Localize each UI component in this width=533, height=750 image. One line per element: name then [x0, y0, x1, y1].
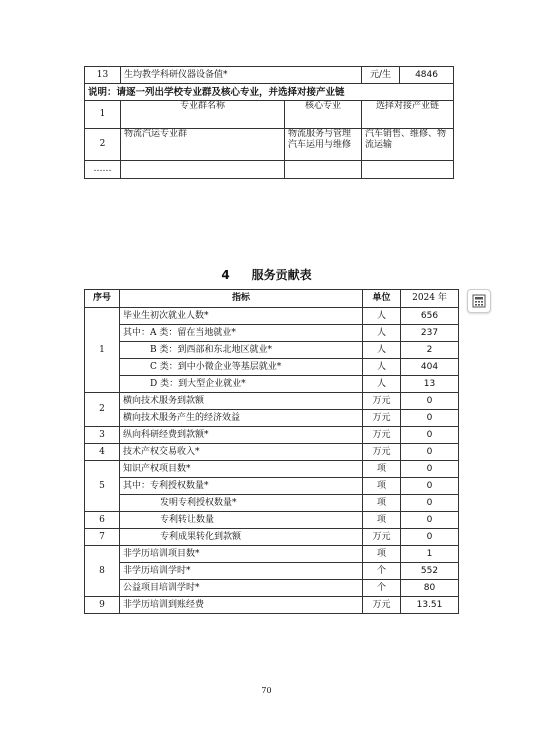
- table-header-row: [85, 101, 454, 129]
- core-specialty-cell: 物流服务与管理汽车运用与维修: [285, 129, 362, 161]
- note-row: 说明：请逐一列出学校专业群及核心专业，并选择对接产业链: [85, 84, 454, 101]
- indicator-label: 非学历培训到账经费: [120, 597, 363, 614]
- indicator-label: 知识产权项目数*: [120, 461, 363, 478]
- table-row: [85, 427, 459, 444]
- table-row: [85, 546, 459, 563]
- table-row: [85, 410, 459, 427]
- unit-cell: 个: [363, 563, 401, 580]
- indicator-label: 其中：A 类：留在当地就业*: [120, 325, 363, 342]
- indicator-label: 横向技术服务产生的经济效益: [120, 410, 363, 427]
- table-row: [85, 597, 459, 614]
- table-row: [85, 376, 459, 393]
- indicator-label: 公益项目培训学时*: [120, 580, 363, 597]
- indicator-label: 专利成果转化到款额: [120, 529, 363, 546]
- unit-cell: 人: [363, 376, 401, 393]
- value-cell: 13.51: [401, 597, 459, 614]
- value-cell: 0: [401, 461, 459, 478]
- section-number: 4: [221, 268, 230, 282]
- indicator-label: 横向技术服务到款额: [120, 393, 363, 410]
- indicator-label: 非学历培训项目数*: [120, 546, 363, 563]
- unit-cell: 万元: [363, 427, 401, 444]
- value-cell: 2: [401, 342, 459, 359]
- row-number: 6: [85, 512, 120, 529]
- row-number: 8: [85, 546, 120, 597]
- column-header-indicator: 指标: [120, 290, 363, 308]
- row-number: 1: [85, 101, 121, 129]
- service-contribution-table: [84, 289, 459, 614]
- unit-cell: 人: [363, 342, 401, 359]
- table-row: [85, 495, 459, 512]
- table-row: [85, 84, 454, 101]
- column-header-year: 2024 年: [401, 290, 459, 308]
- value-cell: 656: [401, 308, 459, 325]
- value-cell: 237: [401, 325, 459, 342]
- row-number: 7: [85, 529, 120, 546]
- ellipsis-cell: ……: [85, 161, 121, 179]
- unit-cell: 万元: [363, 393, 401, 410]
- value-cell: 0: [401, 410, 459, 427]
- row-number: 3: [85, 427, 120, 444]
- unit-cell: 个: [363, 580, 401, 597]
- indicator-label: B 类：到西部和东北地区就业*: [120, 342, 363, 359]
- indicator-label: 毕业生初次就业人数*: [120, 308, 363, 325]
- indicator-label: 技术产权交易收入*: [120, 444, 363, 461]
- calculator-icon[interactable]: [467, 289, 491, 313]
- unit-cell: 人: [363, 359, 401, 376]
- column-header-no: 序号: [85, 290, 120, 308]
- value-cell: 0: [401, 495, 459, 512]
- table-row: [85, 67, 454, 84]
- value-cell: 404: [401, 359, 459, 376]
- unit-cell: 元/生: [362, 67, 400, 84]
- value-cell: 552: [401, 563, 459, 580]
- table-row: [85, 478, 459, 495]
- indicator-label: 生均教学科研仪器设备值*: [121, 67, 362, 84]
- table-row: [85, 342, 459, 359]
- unit-cell: 人: [363, 325, 401, 342]
- value-cell: 13: [401, 376, 459, 393]
- indicator-label: 发明专利授权数量*: [120, 495, 363, 512]
- page-number: 70: [261, 686, 272, 695]
- indicator-label: 专利转让数量: [120, 512, 363, 529]
- table-row: [85, 308, 459, 325]
- table-header-row: [85, 290, 459, 308]
- row-number: 4: [85, 444, 120, 461]
- group-name-cell: 物流汽运专业群: [121, 129, 285, 161]
- unit-cell: 项: [363, 512, 401, 529]
- unit-cell: 万元: [363, 529, 401, 546]
- table-row: [85, 580, 459, 597]
- value-cell: 0: [401, 529, 459, 546]
- table-row: [85, 529, 459, 546]
- section-title-text: 服务贡献表: [251, 268, 312, 282]
- unit-cell: 项: [363, 478, 401, 495]
- value-cell: 4846: [400, 67, 454, 84]
- value-cell: 0: [401, 478, 459, 495]
- industry-chain-cell: 汽车销售、维修、物流运输: [362, 129, 454, 161]
- unit-cell: 万元: [363, 444, 401, 461]
- table-row: [85, 393, 459, 410]
- value-cell: 0: [401, 427, 459, 444]
- unit-cell: 人: [363, 308, 401, 325]
- indicator-label: 其中：专利授权数量*: [120, 478, 363, 495]
- unit-cell: 万元: [363, 410, 401, 427]
- calculator-icon-glyph: [472, 294, 486, 308]
- row-number: 5: [85, 461, 120, 512]
- table-row: [85, 129, 454, 161]
- indicator-label: C 类：到中小微企业等基层就业*: [120, 359, 363, 376]
- column-header-unit: 单位: [363, 290, 401, 308]
- row-number: 1: [85, 308, 120, 393]
- value-cell: 0: [401, 444, 459, 461]
- column-header-chain: 选择对接产业链: [362, 101, 454, 129]
- row-number: 2: [85, 393, 120, 427]
- unit-cell: 项: [363, 546, 401, 563]
- unit-cell: 项: [363, 461, 401, 478]
- unit-cell: 万元: [363, 597, 401, 614]
- column-header-group: 专业群名称: [121, 101, 285, 129]
- table-row: [85, 563, 459, 580]
- row-number: 13: [85, 67, 121, 84]
- section-title: [0, 266, 533, 283]
- indicator-label: D 类：到大型企业就业*: [120, 376, 363, 393]
- value-cell: 0: [401, 512, 459, 529]
- row-number: 2: [85, 129, 121, 161]
- table-row: [85, 512, 459, 529]
- value-cell: 80: [401, 580, 459, 597]
- column-header-core: 核心专业: [285, 101, 362, 129]
- table-row: [85, 444, 459, 461]
- value-cell: 1: [401, 546, 459, 563]
- row-number: 9: [85, 597, 120, 614]
- unit-cell: 项: [363, 495, 401, 512]
- indicator-label: 非学历培训学时*: [120, 563, 363, 580]
- table-row: [85, 161, 454, 179]
- indicator-label: 纵向科研经费到款额*: [120, 427, 363, 444]
- specialty-table: [84, 66, 454, 179]
- table-row: [85, 325, 459, 342]
- value-cell: 0: [401, 393, 459, 410]
- table-row: [85, 359, 459, 376]
- table-row: [85, 461, 459, 478]
